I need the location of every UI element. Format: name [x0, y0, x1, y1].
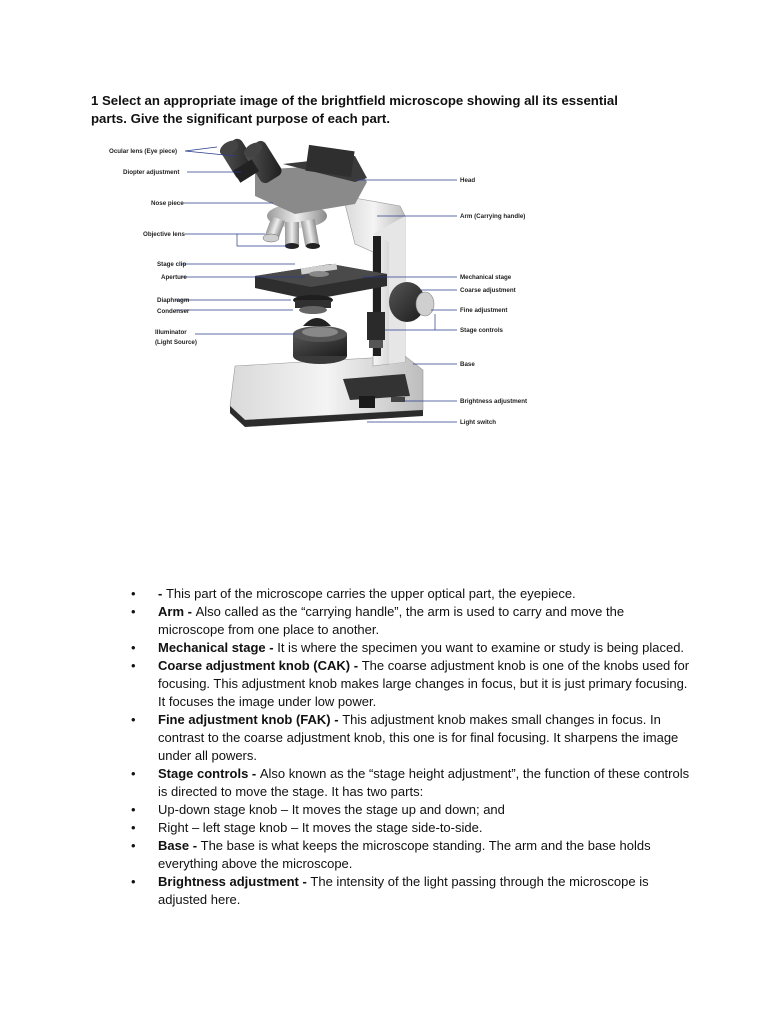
label-light-switch: Light switch — [460, 419, 497, 426]
label-light-source: (Light Source) — [155, 339, 197, 346]
part-term: Stage controls — [158, 766, 249, 781]
part-term: Fine adjustment knob (FAK) — [158, 712, 331, 727]
part-description: The coarse adjustment knob is one of the knobs used for focusing. This adjustment knob makes large changes in focus, but it is just primary focusing. It focuses the image under low power. — [158, 658, 690, 709]
part-description: The intensity of the light passing through the microscope is adjusted here. — [158, 874, 649, 907]
label-diaphragm: Diaphragm — [157, 297, 190, 304]
label-objective-lens: Objective lens — [143, 231, 185, 238]
label-stage-clip: Stage clip — [157, 261, 187, 268]
list-item — [130, 585, 690, 603]
bullet-marker: • — [131, 820, 136, 835]
list-item — [130, 657, 690, 711]
bullet-marker: • — [131, 874, 136, 889]
term-separator: - — [158, 586, 166, 601]
bullet-marker: • — [131, 802, 136, 817]
bullet-marker: • — [131, 604, 136, 619]
label-arm: Arm (Carrying handle) — [460, 213, 526, 220]
term-separator: - — [248, 766, 260, 781]
question-line-1: 1 Select an appropriate image of the brightfield microscope showing all its essential — [91, 93, 618, 108]
term-separator: - — [189, 838, 201, 853]
mechanical-stage — [255, 264, 387, 300]
part-description: It is where the specimen you want to examine or study is being placed. — [277, 640, 685, 655]
microscope-base — [230, 356, 423, 427]
label-mechanical-stage: Mechanical stage — [460, 274, 512, 281]
list-item — [130, 837, 690, 873]
part-description: The base is what keeps the microscope standing. The arm and the base holds everything above the microscope. — [158, 838, 651, 871]
term-separator: - — [330, 712, 343, 727]
list-item — [130, 819, 690, 837]
list-item — [130, 711, 690, 765]
label-aperture: Aperture — [161, 274, 187, 281]
list-item — [130, 765, 690, 801]
part-description: Up-down stage knob – It moves the stage up and down; and — [158, 802, 505, 817]
question-heading — [91, 92, 661, 128]
list-item — [130, 801, 690, 819]
label-brightness-adjustment: Brightness adjustment — [460, 398, 528, 405]
part-description: Also called as the “carrying handle”, the arm is used to carry and move the microscope from one place to another. — [158, 604, 625, 637]
list-item — [130, 639, 690, 657]
bullet-marker: • — [131, 712, 136, 727]
part-term: Arm — [158, 604, 185, 619]
label-stage-controls: Stage controls — [460, 327, 503, 334]
bullet-marker: • — [131, 838, 136, 853]
illuminator — [293, 318, 347, 364]
part-term: Coarse adjustment knob (CAK) — [158, 658, 351, 673]
part-term: Brightness adjustment — [158, 874, 299, 889]
list-item — [130, 603, 690, 639]
microscope-diagram — [105, 134, 540, 440]
label-nose-piece: Nose piece — [151, 200, 184, 207]
part-description: This part of the microscope carries the upper optical part, the eyepiece. — [165, 586, 576, 601]
list-item — [130, 873, 690, 909]
label-illuminator: Illuminator — [155, 329, 187, 336]
bullet-marker: • — [131, 766, 136, 781]
bullet-marker: • — [131, 640, 136, 655]
part-term: Base — [158, 838, 190, 853]
bullet-marker: • — [131, 586, 136, 601]
term-separator: - — [184, 604, 196, 619]
label-head: Head — [460, 177, 476, 184]
term-separator: - — [350, 658, 362, 673]
term-separator: - — [298, 874, 311, 889]
part-description: Also known as the “stage height adjustment”, the function of these controls is directed to move the stage. It has two parts: — [158, 766, 690, 799]
label-ocular-lens: Ocular lens (Eye piece) — [109, 148, 178, 155]
parts-description-list — [130, 585, 690, 909]
label-condenser: Condenser — [157, 308, 190, 315]
bullet-marker: • — [131, 658, 136, 673]
microscope-head — [217, 137, 367, 214]
label-base: Base — [460, 361, 475, 368]
label-fine-adjustment: Fine adjustment — [460, 307, 508, 314]
part-description: Right – left stage knob – It moves the stage side-to-side. — [158, 820, 483, 835]
part-term: Mechanical stage — [158, 640, 266, 655]
label-diopter-adjustment: Diopter adjustment — [123, 169, 180, 176]
part-description: This adjustment knob makes small changes in focus. In contrast to the coarse adjustment knob, this one is for final focusing. It sharpens the image under all powers. — [158, 712, 679, 763]
condenser — [293, 295, 333, 314]
label-coarse-adjustment: Coarse adjustment — [460, 287, 516, 294]
term-separator: - — [265, 640, 278, 655]
question-line-2: parts. Give the significant purpose of each part. — [91, 111, 390, 126]
